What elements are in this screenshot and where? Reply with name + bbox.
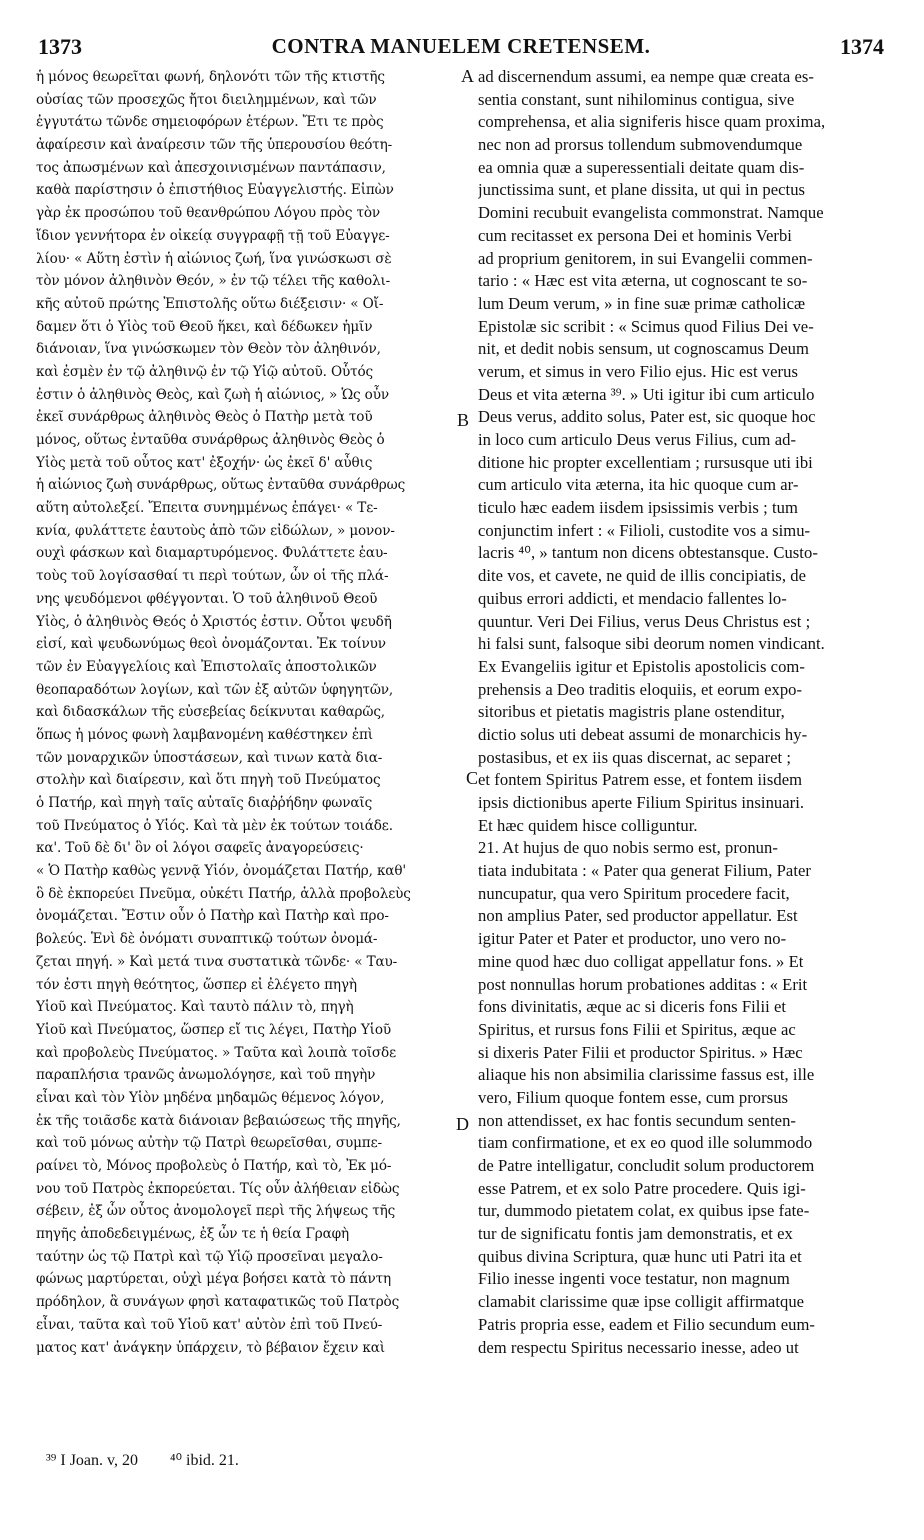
- greek-text-line: διάνοιαν, ἵνα γινώσκωμεν τὸν Θεὸν τὸν ἀληθινόν,: [36, 341, 381, 358]
- latin-text-line: nit, et dedit nobis sensum, ut cognoscamus Deum: [478, 339, 809, 359]
- latin-text-line: ad proprium genitorem, in sui Evangelii commen-: [478, 248, 813, 268]
- greek-text-line: βολεύς. Ἑνὶ δὲ ὀνόματι συναπτικῷ τούτων ὀνομά-: [36, 931, 378, 948]
- latin-text-line: tiata indubitata : « Pater qua generat Filium, Pater: [478, 861, 811, 881]
- latin-text-line: quibus errori addicti, et mendacio fallentes lo-: [478, 588, 787, 608]
- latin-text-line: Ex Evangeliis igitur et Epistolis apostolicis com-: [478, 656, 805, 676]
- latin-text-line: Spiritus, et rursus fons Filii et Spiritus, æque ac: [478, 1019, 796, 1039]
- latin-text-line: nec non ad prorsus tollendum submovendumque: [478, 135, 803, 155]
- latin-text-line: ad discernendum assumi, ea nempe quæ creata es-: [478, 67, 814, 86]
- footnote-40: ⁴⁰ ibid. 21.: [170, 1452, 239, 1469]
- margin-letter-d: D: [456, 1114, 469, 1134]
- latin-text-line: junctissima sunt, et plane dissita, ut qui in pectus: [478, 180, 806, 200]
- greek-text-line: ὀνομάζεται. Ἔστιν οὖν ὁ Πατὴρ καὶ Πατὴρ καὶ προ-: [36, 908, 389, 925]
- latin-text-line: nuncupatur, qua vero Spiritum procedere facit,: [478, 883, 790, 903]
- latin-text-line: postasibus, et ex iis quas discernat, ac separet ;: [478, 747, 792, 767]
- greek-text-line: εἰσί, καὶ ψευδωνύμως θεοὶ ὀνομάζονται. Ἐκ τοίνυν: [36, 636, 386, 653]
- greek-text-column: [36, 66, 460, 1359]
- latin-text-line: tur, dummodo pietatem colat, ex quibus ipse fate-: [478, 1201, 810, 1221]
- greek-text-line: τῶν ἐν Εὐαγγελίοις καὶ Ἐπιστολαῖς ἀποστολικῶν: [36, 658, 377, 675]
- latin-text-line: fons divinitatis, æque ac si diceris fons Filii et: [478, 997, 787, 1017]
- latin-text-line: clamabit clarissime quæ ipse colligit affirmatque: [478, 1292, 805, 1312]
- margin-letter-b: B: [457, 410, 470, 430]
- latin-text-line: si dixeris Pater Filii et productor Spiritus. » Hæc: [478, 1042, 803, 1062]
- greek-text-line: ἡ μόνος θεωρεῖται φωνή, δηλονότι τῶν τῆς κτιστῆς: [36, 69, 385, 85]
- greek-text-line: τοῦ Πνεύματος ὁ Υἱός. Καὶ τὰ μὲν ἐκ τούτων τοιάδε.: [36, 817, 393, 834]
- greek-text-line: ἴδιον γεννήτορα ἐν οἰκείᾳ συγγραφῇ τῇ τοῦ Εὐαγγε-: [36, 227, 390, 244]
- greek-text-line: κα'. Τοῦ δὲ δι' ὃν οἱ λόγοι σαφεῖς ἀναγορεύσεις·: [36, 840, 364, 857]
- greek-text-line: κῆς αὐτοῦ πρώτης Ἐπιστολῆς οὕτω διέξεισιν· « Οἴ-: [36, 295, 384, 312]
- latin-text-line: sentia constant, sunt nihilominus contigua, sive: [478, 89, 795, 109]
- latin-text-line: dite vos, et cavete, ne quid de illis concipiatis, de: [478, 566, 806, 586]
- greek-text-line: κνία, φυλάττετε ἑαυτοὺς ἀπὸ τῶν εἰδώλων, » μονον-: [36, 522, 395, 539]
- greek-text-line: ματος κατ' ἀνάγκην ὑπάρχειν, τὸ βέβαιον ἔχειν καὶ: [36, 1339, 385, 1356]
- greek-text-line: θεοπαραδότων λογίων, καὶ τῶν ἐξ αὐτῶν ὑφηγητῶν,: [36, 681, 394, 698]
- latin-text-line: comprehensa, et alia signiferis hisce quam proxima,: [478, 112, 826, 132]
- latin-text-line: non attendisset, ex hac fontis secundum senten-: [478, 1110, 797, 1130]
- latin-text-line: cum recitasset ex persona Dei et hominis Verbi: [478, 225, 792, 245]
- greek-text-line: Υἱὸς, ὁ ἀληθινὸς Θεός ὁ Χριστός ἐστιν. Οὗτοι ψευδῆ: [36, 613, 392, 630]
- greek-text-line: καὶ διδασκάλων τῆς εὐσεβείας δείκνυται καθαρῶς,: [36, 704, 385, 721]
- greek-text-line: παραπλήσια τρανῶς ἀνωμολόγησε, καὶ τοῦ πηγὴν: [36, 1067, 376, 1084]
- latin-text-line: Filio inesse ingenti voce testatur, non magnum: [478, 1269, 790, 1289]
- greek-text-line: τὸν μόνον ἀληθινὸν Θεόν, » ἐν τῷ τέλει τῆς καθολι-: [36, 273, 391, 290]
- latin-text-line: quibus divina Scriptura, quæ hunc uti Patri ita et: [478, 1246, 802, 1266]
- latin-text-line: igitur Pater et Pater et productor, uno vero no-: [478, 929, 787, 949]
- latin-text-line: Patris propria esse, eadem et Filio secundum eum-: [478, 1314, 816, 1334]
- greek-text-line: ἐκεῖ συνάρθρως ἀληθινὸς Θεὸς ὁ Πατὴρ μετὰ τοῦ: [36, 409, 373, 426]
- latin-text-line: tario : « Hæc est vita æterna, ut cognoscant te so-: [478, 271, 808, 291]
- latin-text-line: Domini recubuit evangelista commonstrat. Namque: [478, 203, 824, 223]
- greek-text-line: τοὺς τοῦ λογίσασθαί τι περὶ τούτων, ὧν οἱ τῆς πλά-: [36, 568, 389, 585]
- latin-text-line: ipsis dictionibus aperte Filium Spiritus insinuari.: [478, 793, 805, 812]
- latin-text-line: mine quod hæc duo colligat appellatur fons. » Et: [478, 951, 804, 971]
- latin-text-line: dem respectu Spiritus necessario inesse, adeo ut: [478, 1337, 799, 1357]
- greek-text-line: στολὴν καὶ διαίρεσιν, καὶ ὅτι πηγὴ τοῦ Πνεύματος: [36, 772, 381, 789]
- greek-text-line: καὶ τοῦ μόνως αὐτὴν τῷ Πατρὶ θεωρεῖσθαι, συμπε-: [36, 1135, 382, 1152]
- greek-text-line: καὶ προβολεὺς Πνεύματος. » Ταῦτα καὶ λοιπὰ τοῖσδε: [36, 1044, 396, 1061]
- latin-text-line: lacris ⁴⁰, » tantum non dicens obtestansque. Custo-: [478, 543, 818, 563]
- footnotes: [46, 1450, 267, 1470]
- running-title: CONTRA MANUELEM CRETENSEM.: [271, 34, 651, 58]
- latin-text-line: ticulo hæc eadem iisdem ipsissimis verbis ; tum: [478, 498, 798, 518]
- greek-text-line: λίου· « Αὕτη ἐστὶν ἡ αἰώνιος ζωή, ἵνα γινώσκωσι σὲ: [36, 250, 392, 267]
- greek-text-line: οὐσίας τῶν προσεχῶς ἤτοι διειλημμένων, καὶ τῶν: [36, 91, 377, 108]
- margin-letter-a: A: [461, 66, 474, 86]
- latin-text-line: hi falsi sunt, falsoque sibi deorum nomen vindicant.: [478, 634, 825, 654]
- greek-text-line: Υἱοῦ καὶ Πνεύματος, ὥσπερ εἴ τις λέγει, Πατὴρ Υἱοῦ: [36, 1021, 391, 1038]
- greek-text-line: ὁ Πατήρ, καὶ πηγὴ ταῖς αὐταῖς διαῤῥήδην φωναῖς: [36, 795, 373, 811]
- greek-text-line: ραίνει τὸ, Μόνος προβολεὺς ὁ Πατήρ, καὶ τὸ, Ἐκ μό-: [36, 1158, 392, 1174]
- greek-text-line: ταύτην ὡς τῷ Πατρὶ καὶ τῷ Υἱῷ προσεῖναι μεγαλο-: [36, 1248, 383, 1265]
- page-header: [38, 34, 884, 64]
- page-number-left: 1373: [38, 34, 82, 59]
- greek-text-line: νου τοῦ Πατρὸς ἐκπορεύεται. Τίς οὖν ἀλήθειαν εἰδὼς: [36, 1180, 400, 1197]
- latin-text-column: [478, 66, 888, 1359]
- greek-text-line: ζεται πηγή. » Καὶ μετά τινα συστατικὰ τῶνδε· « Ταυ-: [36, 953, 398, 970]
- greek-text-line: ὅπως ἡ μόνος φωνὴ λαμβανομένη καθέστηκεν ἐπὶ: [36, 726, 373, 743]
- latin-text-line: verum, et simus in vero Filio ejus. Hic est verus: [478, 361, 798, 381]
- latin-text-line: post nonnullas horum probationes additas : « Erit: [478, 974, 808, 994]
- greek-text-line: μόνος, οὕτως ἐνταῦθα συνάρθρως ἀληθινὸς Θεὸς ὁ: [36, 432, 385, 448]
- latin-text-line: Et hæc quidem hisce colliguntur.: [478, 815, 698, 835]
- greek-text-line: ὃ δὲ ἐκπορεύει Πνεῦμα, οὐκέτι Πατήρ, ἀλλὰ προβολεὺς: [36, 885, 411, 902]
- greek-text-line: σέβειν, ἐξ ὧν οὗτος ἀνομολογεῖ περὶ τῆς λήψεως τῆς: [36, 1203, 396, 1220]
- latin-text-line: 21. At hujus de quo nobis sermo est, pronun-: [478, 838, 778, 858]
- latin-text-line: cum articulo vita æterna, ita hic quoque cum ar-: [478, 475, 799, 495]
- latin-text-line: prehensis a Deo traditis eloquiis, et eorum expo-: [478, 679, 803, 699]
- greek-text-line: ἀφαίρεσιν καὶ ἀναίρεσιν τῶν τῆς ὑπερουσίου θεότη-: [36, 137, 393, 154]
- latin-text-line: dictio solus uti debeat assumi de monarchicis hy-: [478, 724, 808, 744]
- greek-text-line: Υἱὸς μετὰ τοῦ οὗτος κατ' ἐξοχήν· ὡς ἐκεῖ δ' αὖθις: [36, 454, 373, 471]
- greek-text-line: Υἱοῦ καὶ Πνεύματος. Καὶ ταυτὸ πάλιν τὸ, πηγὴ: [36, 999, 354, 1016]
- greek-text-line: εἶναι καὶ τὸν Υἱὸν μηδένα μηδαμῶς θέμενος λόγον,: [36, 1089, 385, 1106]
- greek-text-line: ἐστιν ὁ ἀληθινὸς Θεὸς, καὶ ζωὴ ἡ αἰώνιος, » Ὡς οὖν: [36, 386, 389, 403]
- latin-text-line: esse Patrem, et ex solo Patre procedere. Quis igi-: [478, 1178, 806, 1198]
- greek-text-line: δαμεν ὅτι ὁ Υἱὸς τοῦ Θεοῦ ἥκει, καὶ δέδωκεν ἡμῖν: [36, 318, 373, 335]
- margin-letter-c: C: [466, 768, 479, 788]
- latin-text-line: et fontem Spiritus Patrem esse, et fontem iisdem: [478, 770, 803, 790]
- greek-text-line: καθὰ παρίστησιν ὁ ἐπιστήθιος Εὐαγγελιστής. Εἰπὼν: [36, 182, 394, 199]
- greek-text-line: νης ψευδόμενοι φθέγγονται. Ὁ τοῦ ἀληθινοῦ Θεοῦ: [36, 590, 378, 607]
- greek-text-line: τόν ἐστι πηγὴ θεότητος, ὥσπερ εἰ ἐλέγετο πηγὴ: [36, 976, 357, 993]
- footnote-39: ³⁹ I Joan. v, 20: [46, 1452, 138, 1469]
- latin-text-line: aliaque his non absimilia clarissime fassus est, ille: [478, 1065, 815, 1085]
- greek-text-line: ουχὶ φάσκων καὶ διαμαρτυρόμενος. Φυλάττετε ἑαυ-: [36, 545, 388, 562]
- latin-text-line: Epistolæ sic scribit : « Scimus quod Filius Dei ve-: [478, 316, 814, 336]
- latin-text-line: vero, Filium quoque fontem esse, cum prorsus: [478, 1087, 789, 1107]
- latin-text-line: ditione hic propter excellentiam ; rursusque uti ibi: [478, 452, 813, 472]
- greek-text-line: εἶναι, ταῦτα καὶ τοῦ Υἱοῦ κατ' αὐτὸν ἐπὶ τοῦ Πνεύ-: [36, 1316, 383, 1333]
- greek-text-line: αὕτη αὐτολεξεί. Ἔπειτα συνημμένως ἐπάγει· « Τε-: [36, 500, 378, 517]
- latin-text-line: tur de significatu fontis jam demonstratis, et ex: [478, 1224, 793, 1244]
- latin-text-line: ea omnia quæ a superessentiali deitate quam dis-: [478, 157, 805, 177]
- greek-text-line: πηγῆς ἀποδεδειγμένως, ἐξ ὧν τε ἡ θεία Γραφὴ: [36, 1226, 349, 1243]
- greek-text-line: ἐκ τῆς τοιᾶσδε κατὰ διάνοιαν βεβαιώσεως τῆς πηγῆς,: [36, 1112, 401, 1129]
- greek-text-line: φώνως μαρτύρεται, οὐχὶ μέγα βοήσει κατὰ τὸ πάντη: [36, 1271, 391, 1288]
- greek-text-line: τῶν μοναρχικῶν ὑποστάσεων, καὶ τινων κατὰ δια-: [36, 749, 383, 766]
- latin-text-line: non amplius Pater, sed productor appellatur. Est: [478, 906, 798, 926]
- latin-text-line: conjunctim infert : « Filioli, custodite vos a simu-: [478, 520, 811, 540]
- latin-text-line: Deus verus, addito solus, Pater est, sic quoque hoc: [478, 407, 816, 427]
- latin-text-line: quuntur. Veri Dei Filius, verus Deus Christus est ;: [478, 611, 811, 631]
- greek-text-line: πρόδηλον, ἃ συνάγων φησὶ καταφατικῶς τοῦ Πατρὸς: [36, 1294, 400, 1311]
- greek-text-line: γὰρ ἐκ προσώπου τοῦ θεανθρώπου Λόγου πρὸς τὸν: [36, 205, 380, 222]
- greek-text-line: τος ἀπωσμένων καὶ ἀπεσχοινισμένων παντάπασιν,: [36, 159, 386, 176]
- page-number-right: 1374: [840, 34, 884, 59]
- latin-text-line: Deus et vita æterna ³⁹. » Uti igitur ibi cum articulo: [478, 384, 815, 404]
- latin-text-line: lum Deum verum, » in fine suæ primæ catholicæ: [478, 293, 806, 313]
- greek-text-line: καὶ ἐσμὲν ἐν τῷ ἀληθινῷ ἐν τῷ Υἱῷ αὐτοῦ. Οὗτός: [36, 363, 373, 380]
- greek-text-line: « Ὁ Πατὴρ καθὼς γεννᾷ Υἱόν, ὀνομάζεται Πατήρ, καθ': [36, 863, 406, 880]
- greek-text-line: ἡ αἰώνιος ζωὴ συνάρθρως, οὕτως ἐνταῦθα συνάρθρως: [36, 477, 406, 494]
- latin-text-line: sitoribus et pietatis magistris plane ostenditur,: [478, 702, 785, 722]
- latin-text-line: de Patre intelligatur, concludit solum productorem: [478, 1156, 815, 1175]
- latin-text-line: in loco cum articulo Deus verus Filius, cum ad-: [478, 430, 797, 449]
- greek-text-line: ἐγγυτάτω τῶνδε σημειοφόρων ἑτέρων. Ἔτι τε πρὸς: [36, 114, 384, 131]
- latin-text-line: tiam confirmatione, et ex eo quod ille solummodo: [478, 1133, 813, 1153]
